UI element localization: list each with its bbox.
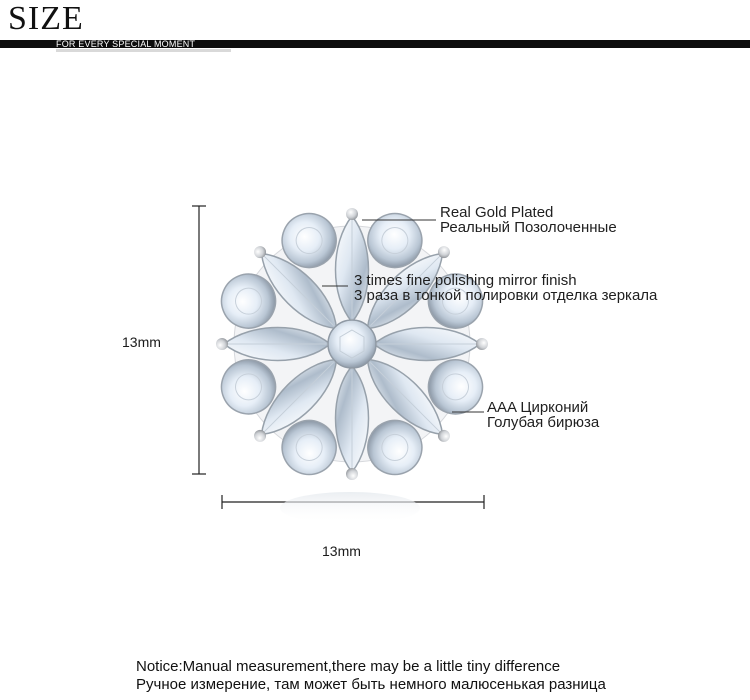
flower-earring <box>213 205 491 483</box>
polish-label-en: 3 times fine polishing mirror finish <box>354 272 577 289</box>
plating-label-ru: Реальный Позолоченные <box>440 219 617 236</box>
stone-label-ru: Голубая бирюза <box>487 414 600 431</box>
width-dimension-label: 13mm <box>322 543 361 559</box>
height-dimension-label: 13mm <box>122 334 161 350</box>
notice-en: Notice:Manual measurement,there may be a little tiny difference <box>136 658 561 675</box>
center-stone <box>328 320 376 368</box>
polish-label-ru: 3 раза в тонкой полировки отделка зеркала <box>354 287 658 304</box>
height-dimension-line <box>192 206 206 474</box>
page-title: SIZE <box>8 0 84 37</box>
notice-ru: Ручное измерение, там может быть немного малюсенькая разница <box>136 676 606 693</box>
header-tagline: FOR EVERY SPECIAL MOMENT <box>56 39 196 49</box>
stone-label-en: AAA Цирконий <box>487 399 589 416</box>
earring-reflection <box>280 492 420 524</box>
plating-label-en: Real Gold Plated <box>440 204 554 221</box>
